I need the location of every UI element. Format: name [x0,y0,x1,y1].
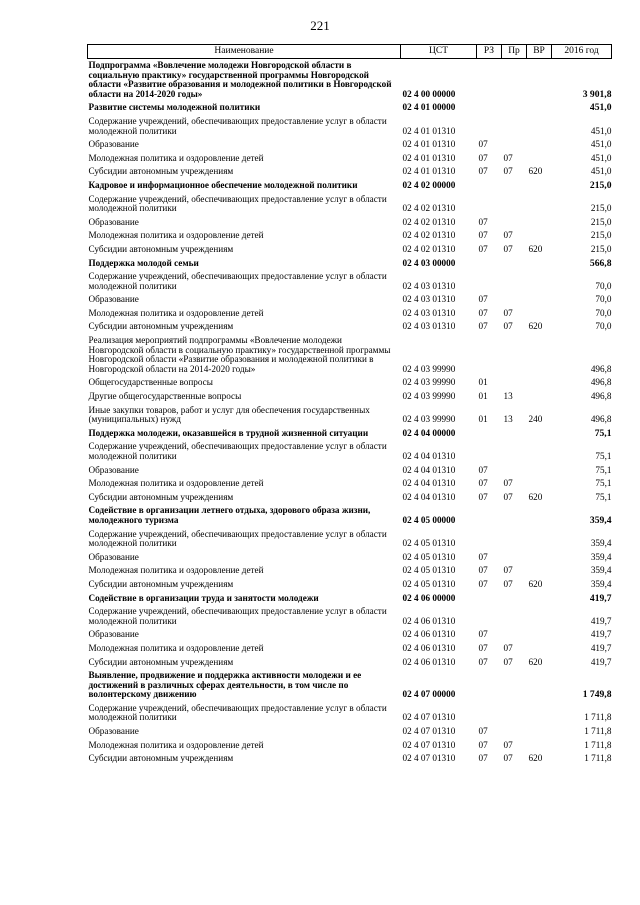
row-pr-code [502,376,527,390]
row-cst-code: 02 4 07 01310 [402,739,456,750]
row-name: Выявление, продвижение и поддержка активности молодежи и ее достижений в различных сферах деятельности, в том числе по волонтерскому движению [88,670,362,700]
row-rz-code: 07 [478,307,488,318]
row-name: Другие общегосударственные вопросы [88,391,242,402]
row-amount: 215,0 [590,230,612,241]
row-pr-code: 07 [503,152,513,163]
row-cst-code: 02 4 06 00000 [402,592,456,603]
row-cst-code: 02 4 04 00000 [402,427,456,438]
row-pr-code [502,138,527,152]
row-name: Поддержка молодой семьи [88,257,199,268]
row-vr-code [527,257,552,271]
row-vr-code [527,138,552,152]
row-amount: 75,1 [595,464,612,475]
row-rz-code: 07 [478,629,488,640]
row-amount: 419,7 [590,656,612,667]
row-name: Молодежная политика и оздоровление детей [88,152,264,163]
row-pr-code [502,193,527,216]
row-pr-code: 07 [503,578,513,589]
row-amount: 451,0 [589,102,612,114]
row-cst-code: 02 4 02 01310 [402,216,456,227]
column-header-rz: РЗ [477,45,502,59]
row-pr-code [502,592,527,606]
row-amount: 419,7 [590,642,612,653]
row-pr-code [502,464,527,478]
row-vr-code: 620 [528,491,543,502]
row-pr-code: 07 [503,642,513,653]
row-rz-code: 07 [478,578,488,589]
table-row [88,307,612,321]
row-rz-code: 07 [478,726,488,737]
row-vr-code [527,440,552,463]
row-cst-code: 02 4 01 00000 [402,102,456,113]
row-rz-code [477,528,502,551]
row-pr-code: 07 [503,307,513,318]
row-cst-code: 02 4 03 99990 [402,391,456,402]
row-cst-code: 02 4 04 01310 [402,491,456,502]
row-rz-code [477,334,502,376]
row-pr-code: 07 [503,739,513,750]
row-cst-code: 02 4 05 01310 [402,551,456,562]
row-amount: 1 711,8 [584,753,612,764]
row-rz-code [477,257,502,271]
row-rz-code: 07 [478,642,488,653]
row-vr-code [527,702,552,725]
row-amount: 419,7 [590,629,612,640]
row-amount: 359,4 [590,538,612,549]
table-row [88,605,612,628]
table-row [88,152,612,166]
row-amount: 1 711,8 [584,739,612,750]
row-pr-code [502,669,527,702]
row-cst-code: 02 4 05 01310 [402,578,456,589]
page-number: 221 [310,18,330,33]
row-vr-code [527,334,552,376]
table-row [88,628,612,642]
row-vr-code [527,115,552,138]
row-rz-code [477,101,502,115]
row-rz-code: 07 [478,166,488,177]
row-pr-code [502,528,527,551]
row-rz-code: 07 [478,464,488,475]
row-amount: 451,0 [590,139,612,150]
row-name: Субсидии автономным учреждениям [88,491,234,502]
row-name: Образование [88,216,139,227]
row-cst-code: 02 4 03 99990 [402,377,456,388]
row-vr-code [527,528,552,551]
row-name: Развитие системы молодежной политики [88,102,261,113]
row-amount: 451,0 [590,166,612,177]
row-amount: 3 901,8 [582,88,612,100]
row-amount: 496,8 [590,414,612,425]
row-vr-code [527,628,552,642]
row-name: Субсидии автономным учреждениям [88,753,234,764]
row-cst-code: 02 4 07 01310 [402,726,456,737]
row-pr-code: 07 [503,230,513,241]
row-pr-code: 13 [503,391,513,402]
row-vr-code: 620 [528,321,543,332]
table-row [88,270,612,293]
row-amount: 359,4 [589,514,612,526]
row-rz-code [477,193,502,216]
table-row [88,578,612,592]
row-cst-code: 02 4 01 01310 [402,152,456,163]
row-pr-code [502,725,527,739]
row-amount: 359,4 [590,565,612,576]
row-name: Молодежная политика и оздоровление детей [88,230,264,241]
row-amount: 566,8 [589,257,612,269]
table-row [88,669,612,702]
row-vr-code [527,101,552,115]
row-amount: 359,4 [590,578,612,589]
row-cst-code: 02 4 06 01310 [402,642,456,653]
row-cst-code: 02 4 01 01310 [402,166,456,177]
table-row [88,642,612,656]
row-rz-code: 07 [478,230,488,241]
row-rz-code: 01 [478,391,488,402]
row-name: Содержание учреждений, обеспечивающих предоставление услуг в области молодежной политики [88,702,387,723]
row-vr-code: 620 [528,753,543,764]
row-pr-code [502,293,527,307]
column-header-cst: ЦСТ [401,45,477,59]
row-cst-code: 02 4 03 99990 [402,414,456,425]
table-row [88,551,612,565]
row-amount: 70,0 [595,280,612,291]
row-rz-code: 07 [478,216,488,227]
row-name: Содержание учреждений, обеспечивающих предоставление услуг в области молодежной политики [88,271,387,291]
row-cst-code: 02 4 02 01310 [402,203,456,214]
row-cst-code: 02 4 01 01310 [402,139,456,150]
table-row [88,440,612,463]
row-rz-code [477,440,502,463]
row-cst-code: 02 4 01 01310 [402,125,456,136]
table-row [88,257,612,271]
row-rz-code: 07 [478,478,488,489]
column-header-pr: Пр [502,45,527,59]
row-name: Содержание учреждений, обеспечивающих предоставление услуг в области молодежной политики [88,528,387,549]
table-row [88,752,612,766]
row-vr-code [527,376,552,390]
row-name: Молодежная политика и оздоровление детей [88,307,264,318]
row-vr-code [527,669,552,702]
row-cst-code: 02 4 03 01310 [402,307,456,318]
row-pr-code [502,702,527,725]
row-vr-code [527,229,552,243]
row-name: Содержание учреждений, обеспечивающих предоставление услуг в области молодежной политики [88,193,387,214]
row-vr-code [527,464,552,478]
row-rz-code: 07 [478,656,488,667]
table-row [88,193,612,216]
row-pr-code [502,101,527,115]
table-row [88,702,612,725]
row-pr-code: 07 [503,321,513,332]
row-amount: 75,1 [595,478,612,489]
budget-table [87,44,612,766]
row-name: Реализация мероприятий подпрограммы «Вовлечение молодежи Новгородской области в социальную практику» государственной программы Новгородской области «Развитие образования и молодежной политики в Новгородской области на 2014-2020 годы» [88,335,391,374]
row-amount: 215,0 [590,216,612,227]
row-cst-code: 02 4 03 00000 [402,257,456,268]
table-row [88,334,612,376]
row-vr-code [527,551,552,565]
table-row [88,320,612,334]
row-vr-code [527,216,552,230]
row-name: Субсидии автономным учреждениям [88,166,234,177]
row-name: Содействие в организации летнего отдыха, здорового образа жизни, молодежного туризма [88,505,371,525]
row-vr-code [527,193,552,216]
row-name: Иные закупки товаров, работ и услуг для обеспечения государственных (муниципальных) нужд [88,404,370,425]
row-cst-code: 02 4 04 01310 [402,478,456,489]
row-name: Молодежная политика и оздоровление детей [88,478,264,489]
row-rz-code: 01 [478,414,488,425]
row-cst-code: 02 4 06 01310 [402,615,456,626]
row-cst-code: 02 4 03 99990 [402,363,456,374]
row-amount: 215,0 [590,243,612,254]
table-row [88,528,612,551]
row-amount: 496,8 [590,363,612,374]
row-name: Кадровое и информационное обеспечение молодежной политики [88,179,358,190]
row-vr-code [527,477,552,491]
row-amount: 215,0 [589,179,612,191]
row-name: Содержание учреждений, обеспечивающих предоставление услуг в области молодежной политики [88,115,387,136]
row-cst-code: 02 4 03 01310 [402,280,456,291]
row-name: Молодежная политика и оздоровление детей [88,565,264,576]
row-cst-code: 02 4 03 01310 [402,294,456,305]
table-row [88,477,612,491]
row-rz-code: 07 [478,139,488,150]
table-row [88,179,612,193]
row-amount: 1 711,8 [584,712,612,723]
row-pr-code [502,216,527,230]
row-name: Поддержка молодежи, оказавшейся в трудной жизненной ситуации [88,427,369,438]
row-name: Общегосударственные вопросы [88,377,213,388]
row-pr-code [502,257,527,271]
row-amount: 496,8 [590,391,612,402]
row-rz-code [477,115,502,138]
row-rz-code [477,669,502,702]
row-cst-code: 02 4 06 01310 [402,656,456,667]
row-pr-code [502,628,527,642]
row-vr-code [527,605,552,628]
row-rz-code: 07 [478,294,488,305]
row-name: Субсидии автономным учреждениям [88,321,234,332]
row-name: Образование [88,629,139,640]
table-row [88,376,612,390]
row-cst-code: 02 4 04 01310 [402,451,456,461]
row-name: Образование [88,551,139,562]
table-body [88,59,612,766]
table-row [88,59,612,102]
row-amount: 215,0 [590,203,612,214]
row-name: Образование [88,139,139,150]
row-vr-code [527,725,552,739]
row-name: Субсидии автономным учреждениям [88,243,234,254]
row-name: Подпрограмма «Вовлечение молодежи Новгородской области в социальную практику» государственной программы Новгородской области «Развитие образования и молодежной политики в Новгородской области на 2014-2020 годы» [88,60,392,99]
row-cst-code: 02 4 05 01310 [402,565,456,576]
row-amount: 75,1 [595,491,612,502]
row-amount: 75,1 [594,427,612,439]
row-pr-code: 07 [503,656,513,667]
row-vr-code: 620 [528,656,543,667]
row-vr-code [527,564,552,578]
table-row [88,725,612,739]
row-vr-code [527,152,552,166]
table-row [88,293,612,307]
row-rz-code [477,179,502,193]
table-row [88,464,612,478]
row-name: Образование [88,294,139,305]
row-pr-code: 13 [503,414,513,425]
table-row [88,504,612,527]
row-rz-code [477,592,502,606]
row-rz-code: 07 [478,491,488,502]
row-cst-code: 02 4 02 01310 [402,230,456,241]
row-amount: 1 749,8 [582,689,612,701]
row-vr-code [527,427,552,441]
row-pr-code [502,504,527,527]
row-pr-code [502,270,527,293]
table-row [88,115,612,138]
row-rz-code: 07 [478,152,488,163]
column-header-year: 2016 год [552,45,612,59]
row-pr-code [502,440,527,463]
row-rz-code: 07 [478,243,488,254]
row-cst-code: 02 4 02 01310 [402,243,456,254]
row-rz-code [477,504,502,527]
table-row [88,491,612,505]
row-vr-code [527,293,552,307]
row-pr-code [502,551,527,565]
row-pr-code: 07 [503,478,513,489]
row-rz-code: 07 [478,565,488,576]
row-pr-code [502,427,527,441]
row-amount: 359,4 [590,551,612,562]
row-vr-code [527,59,552,102]
row-amount: 70,0 [595,321,612,332]
row-pr-code [502,179,527,193]
table-row [88,243,612,257]
row-vr-code [527,592,552,606]
row-amount: 451,0 [590,125,612,136]
row-rz-code: 07 [478,321,488,332]
row-rz-code: 07 [478,753,488,764]
row-cst-code: 02 4 07 00000 [402,689,456,700]
row-pr-code [502,115,527,138]
row-amount: 70,0 [595,294,612,305]
row-name: Молодежная политика и оздоровление детей [88,739,264,750]
row-pr-code: 07 [503,243,513,254]
table-row [88,101,612,115]
row-vr-code [527,179,552,193]
table-row [88,216,612,230]
row-cst-code: 02 4 05 00000 [402,514,456,525]
row-pr-code: 07 [503,491,513,502]
table-row [88,656,612,670]
row-vr-code: 620 [528,578,543,589]
row-cst-code: 02 4 07 01310 [402,712,456,723]
table-row [88,427,612,441]
row-vr-code [527,390,552,404]
row-pr-code [502,334,527,376]
row-cst-code: 02 4 02 00000 [402,179,456,190]
row-name: Содержание учреждений, обеспечивающих предоставление услуг в области молодежной политики [88,441,387,461]
row-rz-code [477,427,502,441]
row-vr-code: 620 [528,243,543,254]
table-row [88,404,612,427]
row-name: Образование [88,464,139,475]
row-vr-code [527,642,552,656]
row-cst-code: 02 4 06 01310 [402,629,456,640]
row-cst-code: 02 4 03 01310 [402,321,456,332]
row-name: Субсидии автономным учреждениям [88,578,234,589]
row-rz-code [477,270,502,293]
row-rz-code: 07 [478,551,488,562]
row-name: Субсидии автономным учреждениям [88,656,234,667]
row-pr-code [502,605,527,628]
row-vr-code [527,270,552,293]
row-rz-code [477,605,502,628]
row-amount: 419,7 [590,615,612,626]
row-vr-code: 240 [528,414,543,425]
row-pr-code: 07 [503,753,513,764]
row-cst-code: 02 4 00 00000 [402,88,456,99]
table-row [88,739,612,753]
row-cst-code: 02 4 04 01310 [402,464,456,475]
row-cst-code: 02 4 05 01310 [402,538,456,549]
row-name: Содержание учреждений, обеспечивающих предоставление услуг в области молодежной политики [88,606,387,626]
column-header-vr: ВР [527,45,552,59]
row-name: Молодежная политика и оздоровление детей [88,642,264,653]
table-row [88,229,612,243]
table-row [88,390,612,404]
row-rz-code [477,702,502,725]
row-pr-code: 07 [503,166,513,177]
row-vr-code [527,504,552,527]
row-amount: 451,0 [590,152,612,163]
column-header-name: Наименование [88,45,401,59]
row-rz-code: 01 [478,377,488,388]
table-row [88,564,612,578]
row-vr-code: 620 [528,166,543,177]
table-row [88,592,612,606]
row-amount: 70,0 [595,307,612,318]
table-row [88,138,612,152]
table-row [88,165,612,179]
table-header-row [88,45,612,59]
row-vr-code [527,307,552,321]
row-cst-code: 02 4 07 01310 [402,753,456,764]
row-name: Содействие в организации труда и занятости молодежи [88,592,319,603]
row-pr-code: 07 [503,565,513,576]
row-pr-code [502,59,527,102]
row-rz-code [477,59,502,102]
row-amount: 1 711,8 [584,726,612,737]
row-amount: 419,7 [589,592,612,604]
row-name: Образование [88,726,139,737]
row-amount: 496,8 [590,377,612,388]
row-vr-code [527,739,552,753]
row-rz-code: 07 [478,739,488,750]
row-amount: 75,1 [595,451,612,461]
